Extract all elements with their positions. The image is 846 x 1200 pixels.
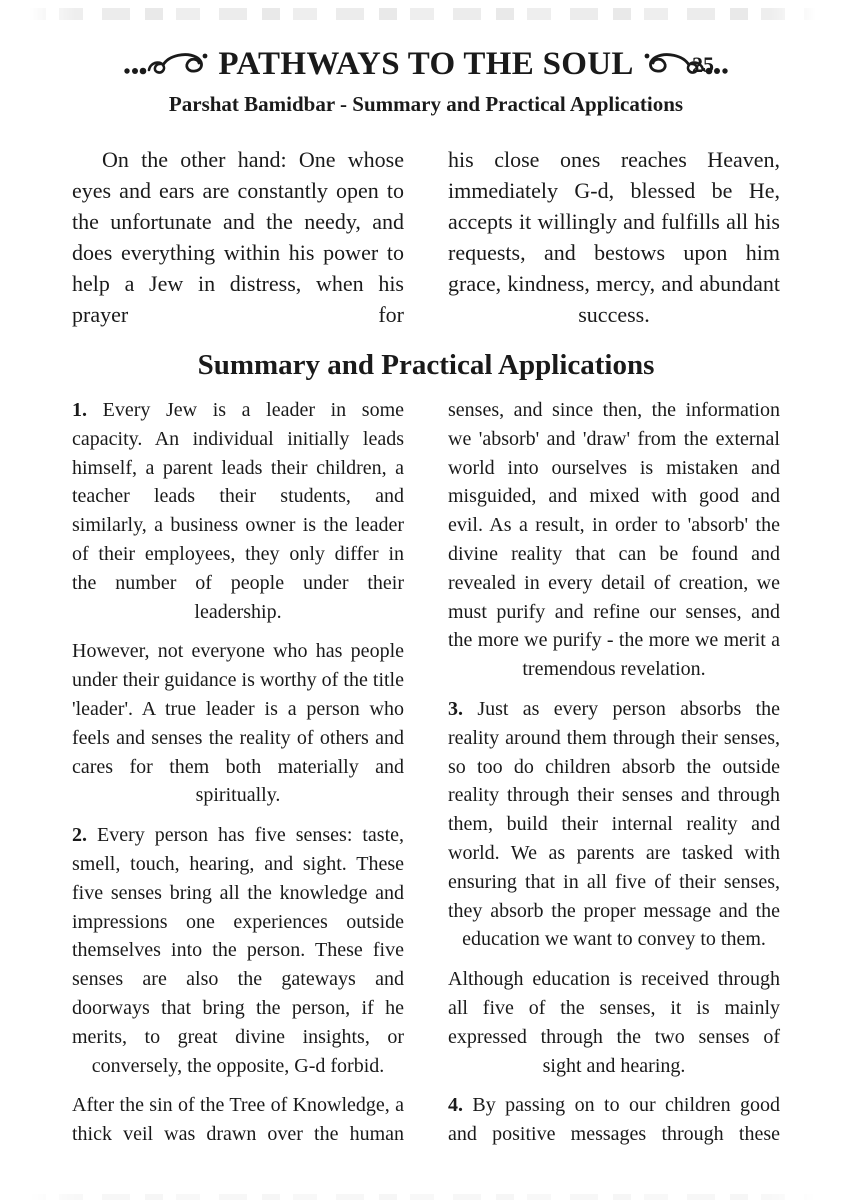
page-subtitle: Parshat Bamidbar - Summary and Practical Applications xyxy=(168,92,684,116)
summary-paragraph: 1. Every Jew is a leader in some capacity. An individual initially leads himself, a parent leads their children, a teacher leads their students, and similarly, a business owner is the leader of their employees, they only differ in the number of people under their leadership. xyxy=(72,399,405,623)
summary-left-column xyxy=(72,396,404,1149)
summary-columns xyxy=(72,396,780,1149)
summary-paragraph: Although education is received through all five of the senses, it is mainly expressed through the two senses of sight and hearing. xyxy=(448,968,780,1077)
section-heading: Summary and Practical Applications xyxy=(197,349,655,381)
intro-right-column xyxy=(448,144,780,330)
book-title: PATHWAYS TO THE SOUL xyxy=(218,46,634,82)
paragraph-number: 2. xyxy=(72,824,97,847)
summary-paragraph: However, not everyone who has people under their guidance is worthy of the title 'leader'. A true leader is a person who feels and senses the reality of others and cares for them both materially and spiritually. xyxy=(72,640,404,807)
intro-paragraph-left: On the other hand: One whose eyes and ears are constantly open to the unfortunate and the needy, and does everything within his power to help a Jew in distress, when his prayer for xyxy=(72,147,404,327)
paragraph-number: 4. xyxy=(448,1094,473,1117)
paragraph-number: 3. xyxy=(448,697,478,720)
cut-off-text-line-bottom xyxy=(28,1194,818,1200)
summary-right-column xyxy=(448,396,780,1149)
page-number: 25 xyxy=(692,52,714,77)
title-line xyxy=(122,44,729,84)
summary-paragraph: 4. By passing on to our children good and positive messages through these xyxy=(448,1094,780,1146)
summary-paragraph: senses, and since then, the information we 'absorb' and 'draw' from the external world into ourselves is mistaken and misguided, and mixed with good and evil. As a result, in order to 'absorb' the divine reality that can be found and revealed in every detail of creation, we must purify and refine our senses, and the more we purify - the more we merit a tremendous revelation. xyxy=(448,399,780,681)
flourish-right-icon xyxy=(642,47,730,81)
intro-left-column xyxy=(72,144,404,330)
paragraph-number: 1. xyxy=(72,399,103,421)
intro-columns xyxy=(72,144,780,330)
summary-paragraph: After the sin of the Tree of Knowledge, a thick veil was drawn over the human xyxy=(72,1094,404,1146)
flourish-left-icon xyxy=(122,47,210,81)
page-header xyxy=(72,0,780,86)
intro-paragraph-right: his close ones reaches Heaven, immediately G-d, blessed be He, accepts it willingly and fulfills all his requests, and bestows upon him grace, kindness, mercy, and abundant success. xyxy=(448,147,780,327)
summary-paragraph: 3. Just as every person absorbs the reality around them through their senses, so too do children absorb the outside reality through their senses and through them, build their internal reality and world. We as parents are tasked with ensuring that in all five of their senses, they absorb the proper message and the education we want to convey to them. xyxy=(448,697,780,951)
summary-paragraph: 2. Every person has five senses: taste, smell, touch, hearing, and sight. These five senses bring all the knowledge and impressions one experiences outside themselves into the person. These five senses are also the gateways and doorways that bring the person, if he merits, to great divine insights, or conversely, the opposite, G-d forbid. xyxy=(72,824,405,1077)
